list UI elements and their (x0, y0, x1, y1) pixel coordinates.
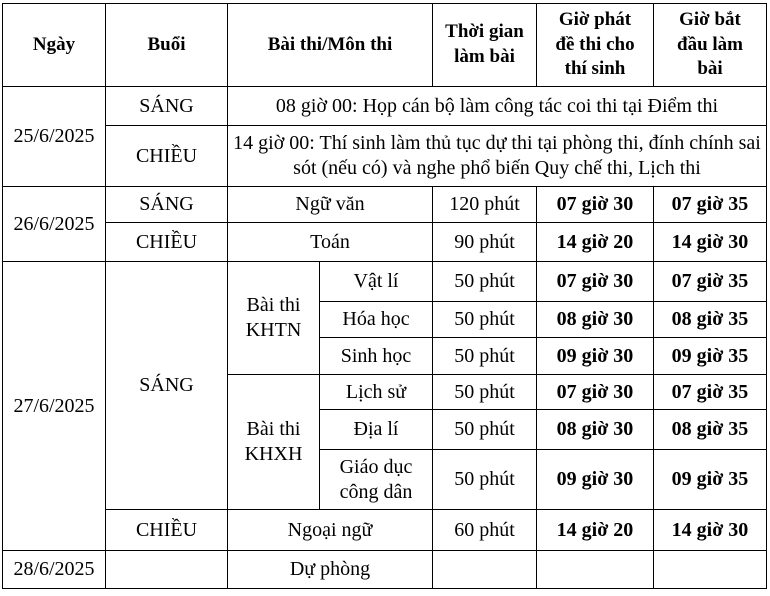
subject-cell: Ngoại ngữ (228, 510, 433, 551)
start-time-cell: 08 giờ 35 (654, 410, 767, 450)
header-duration: Thời gian làm bài (433, 4, 537, 87)
header-distribution-time-label: Giờ phát đề thi cho thí sinh (555, 8, 635, 80)
table-row (3, 223, 767, 262)
date-cell: 25/6/2025 (3, 87, 106, 187)
table-row (3, 87, 767, 126)
start-time-cell: 09 giờ 35 (654, 338, 767, 375)
header-start-time (654, 4, 767, 87)
distribution-time-cell: 07 giờ 30 (537, 187, 654, 223)
subject-cell: Vật lí (320, 262, 433, 302)
session-cell: SÁNG (106, 187, 228, 223)
subject-cell: Lịch sử (320, 375, 433, 410)
table-row (3, 510, 767, 551)
duration-cell: 50 phút (433, 338, 537, 375)
session-cell: CHIỀU (106, 126, 228, 187)
header-session: Buổi (106, 4, 228, 87)
header-row (3, 4, 767, 87)
duration-cell: 50 phút (433, 262, 537, 302)
distribution-time-cell: 07 giờ 30 (537, 375, 654, 410)
duration-cell-empty (433, 551, 537, 589)
start-time-cell: 08 giờ 35 (654, 302, 767, 338)
note-cell: 08 giờ 00: Họp cán bộ làm công tác coi thi tại Điểm thi (228, 87, 767, 126)
date-cell: 26/6/2025 (3, 187, 106, 262)
duration-cell: 50 phút (433, 410, 537, 450)
session-cell: SÁNG (106, 262, 228, 510)
note-cell: 14 giờ 00: Thí sinh làm thủ tục dự thi tại phòng thi, đính chính sai sót (nếu có) và nghe phổ biến Quy chế thi, Lịch thi (228, 126, 767, 187)
table-row (3, 262, 767, 302)
duration-cell: 50 phút (433, 302, 537, 338)
start-time-cell: 07 giờ 35 (654, 262, 767, 302)
subject-cell: Hóa học (320, 302, 433, 338)
distribution-time-cell-empty (537, 551, 654, 589)
session-cell: SÁNG (106, 87, 228, 126)
distribution-time-cell: 14 giờ 20 (537, 510, 654, 551)
distribution-time-cell: 14 giờ 20 (537, 223, 654, 262)
subject-cell: Ngữ văn (228, 187, 433, 223)
distribution-time-cell: 08 giờ 30 (537, 302, 654, 338)
start-time-cell-empty (654, 551, 767, 589)
date-cell: 27/6/2025 (3, 262, 106, 551)
header-start-time-label: Giờ bắt đầu làm bài (677, 8, 743, 80)
header-exam: Bài thi/Môn thi (228, 4, 433, 87)
subject-cell: Dự phòng (228, 551, 433, 589)
start-time-cell: 07 giờ 35 (654, 375, 767, 410)
exam-group-cell: Bài thi KHXH (228, 375, 320, 510)
duration-cell: 60 phút (433, 510, 537, 551)
header-date: Ngày (3, 4, 106, 87)
table-row (3, 187, 767, 223)
subject-cell: Địa lí (320, 410, 433, 450)
subject-cell: Toán (228, 223, 433, 262)
duration-cell: 120 phút (433, 187, 537, 223)
start-time-cell: 07 giờ 35 (654, 187, 767, 223)
distribution-time-cell: 09 giờ 30 (537, 338, 654, 375)
exam-group-cell: Bài thi KHTN (228, 262, 320, 375)
date-cell: 28/6/2025 (3, 551, 106, 589)
session-cell: CHIỀU (106, 223, 228, 262)
duration-cell: 90 phút (433, 223, 537, 262)
session-cell-empty (106, 551, 228, 589)
subject-cell: Sinh học (320, 338, 433, 375)
distribution-time-cell: 08 giờ 30 (537, 410, 654, 450)
table-row (3, 126, 767, 187)
start-time-cell: 09 giờ 35 (654, 450, 767, 510)
distribution-time-cell: 07 giờ 30 (537, 262, 654, 302)
start-time-cell: 14 giờ 30 (654, 510, 767, 551)
subject-cell: Giáo dục công dân (320, 450, 433, 510)
session-cell: CHIỀU (106, 510, 228, 551)
distribution-time-cell: 09 giờ 30 (537, 450, 654, 510)
header-distribution-time (537, 4, 654, 87)
duration-cell: 50 phút (433, 450, 537, 510)
exam-schedule-table (2, 3, 767, 589)
table-row (3, 551, 767, 589)
start-time-cell: 14 giờ 30 (654, 223, 767, 262)
duration-cell: 50 phút (433, 375, 537, 410)
